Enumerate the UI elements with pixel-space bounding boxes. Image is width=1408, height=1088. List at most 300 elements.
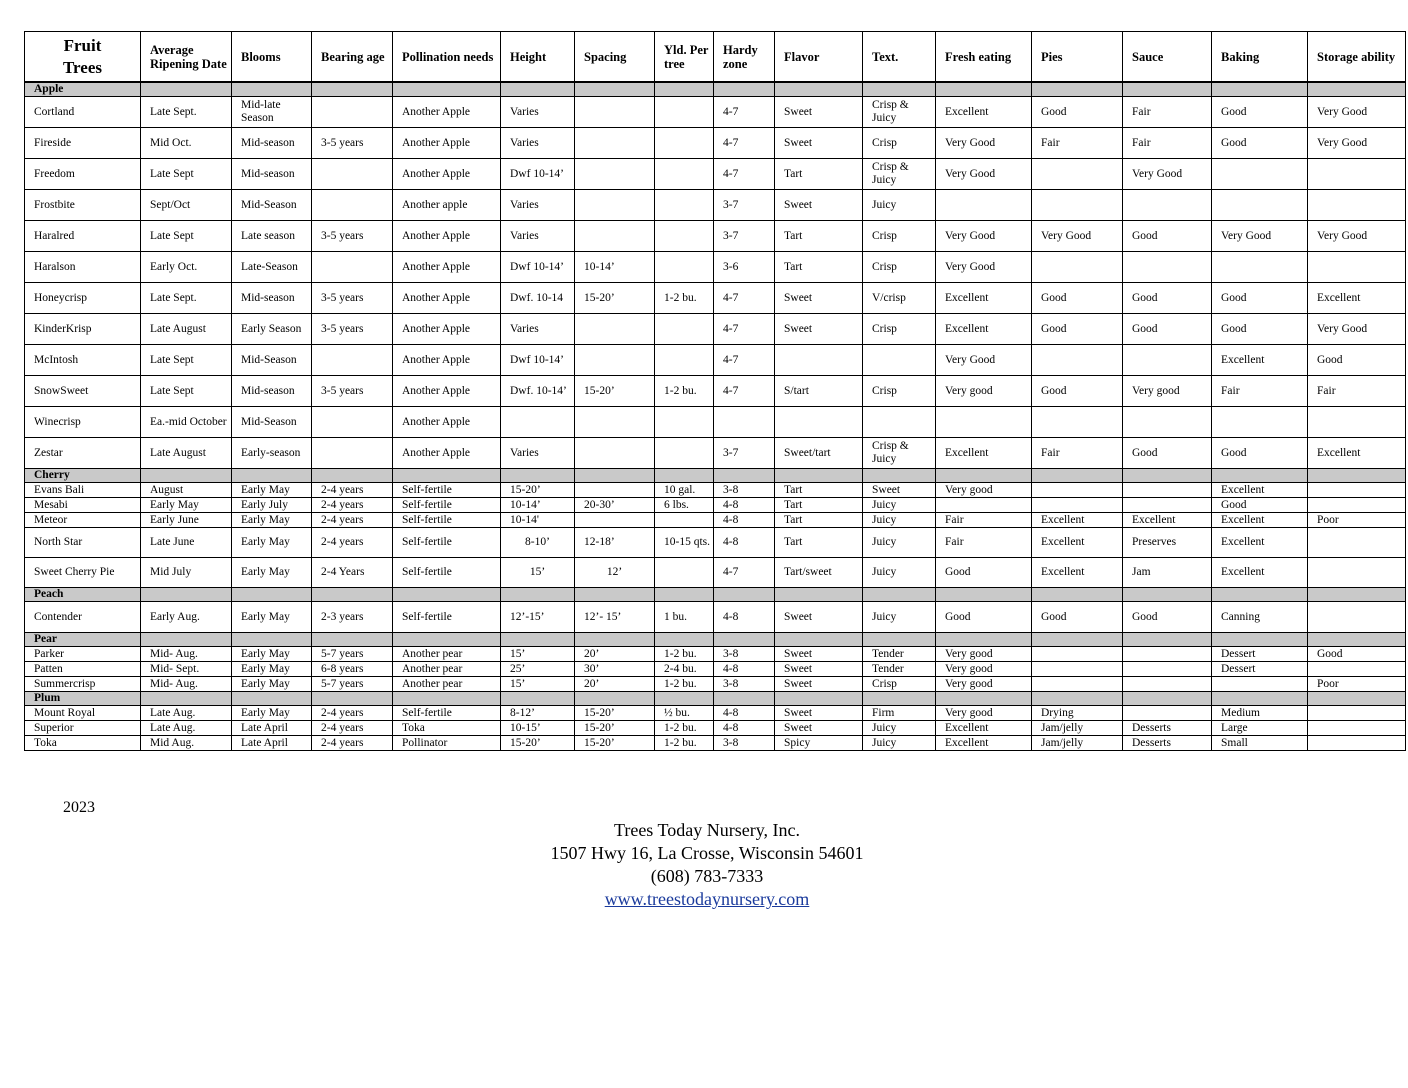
table-cell: Dwf. 10-14’ [501, 376, 575, 407]
table-cell: Varies [501, 190, 575, 221]
table-cell: 12-18’ [575, 528, 655, 558]
table-cell: 10 gal. [655, 483, 714, 498]
table-cell [655, 345, 714, 376]
table-cell: Very Good [1308, 221, 1406, 252]
section-cell [1308, 633, 1406, 647]
table-cell [1123, 252, 1212, 283]
table-cell [575, 438, 655, 469]
variety-name: Parker [25, 647, 141, 662]
section-cell [1308, 469, 1406, 483]
table-cell: 1-2 bu. [655, 677, 714, 692]
table-cell: Late August [141, 314, 232, 345]
table-cell: August [141, 483, 232, 498]
table-row [25, 498, 1406, 513]
table-cell: Excellent [936, 736, 1032, 751]
table-cell: Very good [936, 483, 1032, 498]
variety-name: Sweet Cherry Pie [25, 558, 141, 588]
table-cell: 1-2 bu. [655, 283, 714, 314]
table-cell: Juicy [863, 528, 936, 558]
section-cell [1212, 82, 1308, 97]
table-cell [312, 252, 393, 283]
section-cell [1212, 633, 1308, 647]
table-cell: Excellent [936, 283, 1032, 314]
table-cell: 3-5 years [312, 221, 393, 252]
table-cell: 15-20’ [501, 736, 575, 751]
table-cell [575, 513, 655, 528]
table-cell: Sweet [775, 662, 863, 677]
table-cell: Mid- Sept. [141, 662, 232, 677]
table-cell: Excellent [1032, 558, 1123, 588]
table-cell: Fair [936, 513, 1032, 528]
table-cell: Mid-season [232, 159, 312, 190]
section-cell [936, 82, 1032, 97]
table-cell [1308, 558, 1406, 588]
table-cell [775, 407, 863, 438]
table-cell: Mid-season [232, 376, 312, 407]
table-cell: Late Sept. [141, 97, 232, 128]
column-header: Flavor [775, 32, 863, 83]
table-cell [1032, 407, 1123, 438]
table-cell: Very good [936, 376, 1032, 407]
table-cell [575, 407, 655, 438]
table-cell [1308, 528, 1406, 558]
table-cell: Self-fertile [393, 483, 501, 498]
table-cell: 3-6 [714, 252, 775, 283]
table-cell: 4-7 [714, 97, 775, 128]
table-cell: Dessert [1212, 662, 1308, 677]
section-cell [501, 82, 575, 97]
table-cell: Jam/jelly [1032, 736, 1123, 751]
variety-name: Meteor [25, 513, 141, 528]
table-cell [575, 345, 655, 376]
table-cell: 3-5 years [312, 283, 393, 314]
table-cell: Early Aug. [141, 602, 232, 633]
variety-name: Toka [25, 736, 141, 751]
table-row [25, 283, 1406, 314]
section-cell [936, 633, 1032, 647]
table-cell: 10-14’ [575, 252, 655, 283]
table-cell: Sweet [775, 677, 863, 692]
table-row [25, 190, 1406, 221]
column-header: Bearing age [312, 32, 393, 83]
table-cell: 1-2 bu. [655, 736, 714, 751]
table-cell: Juicy [863, 602, 936, 633]
table-cell: Another Apple [393, 252, 501, 283]
table-row [25, 736, 1406, 751]
table-cell: Good [1212, 314, 1308, 345]
table-cell: Good [1308, 345, 1406, 376]
table-cell: Another Apple [393, 159, 501, 190]
variety-name: Fireside [25, 128, 141, 159]
section-cell [1032, 469, 1123, 483]
table-cell: Good [1032, 97, 1123, 128]
section-label: Cherry [25, 469, 141, 483]
table-cell: Mid-Season [232, 407, 312, 438]
section-cell [775, 633, 863, 647]
table-cell: Early May [232, 558, 312, 588]
table-cell [655, 128, 714, 159]
table-cell: Small [1212, 736, 1308, 751]
section-cell [714, 469, 775, 483]
table-cell [312, 407, 393, 438]
table-cell [1123, 345, 1212, 376]
section-cell [575, 469, 655, 483]
table-cell [655, 159, 714, 190]
table-cell [1123, 483, 1212, 498]
fruit-trees-table [24, 31, 1406, 751]
table-cell: 2-4 years [312, 736, 393, 751]
table-cell: Crisp & Juicy [863, 97, 936, 128]
table-cell: 10-15’ [501, 721, 575, 736]
section-cell [501, 633, 575, 647]
section-cell [863, 633, 936, 647]
table-title [25, 32, 141, 83]
section-cell [393, 588, 501, 602]
table-cell: 4-7 [714, 128, 775, 159]
table-cell [1032, 498, 1123, 513]
section-cell [141, 633, 232, 647]
table-cell: S/tart [775, 376, 863, 407]
table-cell: 15-20’ [575, 283, 655, 314]
section-cell [575, 588, 655, 602]
table-cell: Fair [1212, 376, 1308, 407]
table-cell [1308, 662, 1406, 677]
table-cell: 15-20’ [575, 721, 655, 736]
company-name: Trees Today Nursery, Inc. [613, 820, 801, 840]
table-cell: Very Good [1212, 221, 1308, 252]
table-title-line1: Fruit [63, 35, 102, 55]
table-cell: 15’ [501, 558, 575, 588]
table-cell [655, 513, 714, 528]
table-cell: Tart [775, 528, 863, 558]
table-cell: 15-20’ [575, 706, 655, 721]
section-cell [655, 692, 714, 706]
table-cell: 1 bu. [655, 602, 714, 633]
table-cell: Fair [1032, 438, 1123, 469]
table-cell: Canning [1212, 602, 1308, 633]
table-cell: Good [1032, 602, 1123, 633]
table-cell: Excellent [1212, 513, 1308, 528]
table-cell [312, 190, 393, 221]
website-link[interactable]: www.treestodaynursery.com [604, 889, 810, 909]
table-cell [1308, 407, 1406, 438]
section-cell [775, 82, 863, 97]
table-cell: Sweet [775, 647, 863, 662]
table-cell: 3-8 [714, 647, 775, 662]
table-body [25, 82, 1406, 751]
variety-name: Mount Royal [25, 706, 141, 721]
section-cell [863, 469, 936, 483]
table-row [25, 721, 1406, 736]
table-cell: Very good [936, 662, 1032, 677]
table-cell: Sweet [775, 314, 863, 345]
table-cell [575, 221, 655, 252]
table-cell: 15-20’ [575, 376, 655, 407]
table-row [25, 376, 1406, 407]
table-cell [1308, 498, 1406, 513]
section-row-peach [25, 588, 1406, 602]
table-cell: Good [1123, 602, 1212, 633]
table-cell: 3-5 years [312, 314, 393, 345]
table-cell: Tart [775, 159, 863, 190]
table-cell: Self-fertile [393, 528, 501, 558]
table-cell: Good [1212, 97, 1308, 128]
table-cell [655, 407, 714, 438]
table-cell [655, 438, 714, 469]
table-cell: 12’ [575, 558, 655, 588]
table-cell: Early Oct. [141, 252, 232, 283]
table-cell [1123, 677, 1212, 692]
table-cell: 2-4 bu. [655, 662, 714, 677]
variety-name: Zestar [25, 438, 141, 469]
table-cell: Early May [232, 528, 312, 558]
table-cell: Late April [232, 721, 312, 736]
variety-name: Patten [25, 662, 141, 677]
table-cell: Ea.-mid October [141, 407, 232, 438]
table-cell: Very Good [936, 252, 1032, 283]
table-cell: V/crisp [863, 283, 936, 314]
table-cell: 4-7 [714, 376, 775, 407]
table-cell: Another apple [393, 190, 501, 221]
table-row [25, 128, 1406, 159]
table-cell: Crisp [863, 376, 936, 407]
table-cell: Fair [1123, 97, 1212, 128]
table-cell: Late-Season [232, 252, 312, 283]
table-cell: Late Sept [141, 221, 232, 252]
variety-name: Haralson [25, 252, 141, 283]
table-cell: 15-20’ [575, 736, 655, 751]
table-cell: Fair [1308, 376, 1406, 407]
column-header: Pies [1032, 32, 1123, 83]
section-cell [393, 633, 501, 647]
table-cell: Early May [232, 513, 312, 528]
table-cell: Good [1123, 221, 1212, 252]
section-cell [312, 469, 393, 483]
table-cell: 2-4 years [312, 513, 393, 528]
table-cell: 2-4 Years [312, 558, 393, 588]
table-row [25, 345, 1406, 376]
table-cell [1123, 647, 1212, 662]
table-cell: 10-14’ [501, 498, 575, 513]
table-cell [575, 314, 655, 345]
section-cell [232, 82, 312, 97]
section-cell [714, 633, 775, 647]
table-cell: Excellent [1308, 283, 1406, 314]
table-cell: Varies [501, 128, 575, 159]
table-cell: Very Good [936, 159, 1032, 190]
table-row [25, 438, 1406, 469]
table-cell: 6 lbs. [655, 498, 714, 513]
table-cell: Excellent [1032, 513, 1123, 528]
section-cell [501, 692, 575, 706]
table-row [25, 602, 1406, 633]
section-cell [775, 588, 863, 602]
table-cell [863, 407, 936, 438]
section-cell [575, 82, 655, 97]
table-cell: Another pear [393, 662, 501, 677]
footer-contact [407, 819, 1007, 911]
table-cell: 3-8 [714, 483, 775, 498]
table-row [25, 483, 1406, 498]
table-cell: Excellent [1212, 345, 1308, 376]
table-cell [575, 159, 655, 190]
table-cell: 15’ [501, 677, 575, 692]
section-cell [312, 692, 393, 706]
table-cell: Good [1212, 498, 1308, 513]
table-cell [1032, 159, 1123, 190]
table-cell: 10-14' [501, 513, 575, 528]
section-cell [655, 588, 714, 602]
table-cell: Good [1308, 647, 1406, 662]
table-cell: 4-8 [714, 528, 775, 558]
section-cell [936, 692, 1032, 706]
table-cell: Tart [775, 483, 863, 498]
table-cell: Sweet/tart [775, 438, 863, 469]
table-cell: Good [1212, 283, 1308, 314]
table-cell: Another Apple [393, 407, 501, 438]
table-cell [312, 159, 393, 190]
column-header: Baking [1212, 32, 1308, 83]
table-cell: Mid Aug. [141, 736, 232, 751]
table-cell: Good [1212, 128, 1308, 159]
section-cell [655, 82, 714, 97]
table-cell: Good [1212, 438, 1308, 469]
column-header: Average Ripening Date [141, 32, 232, 83]
table-cell: Early May [232, 662, 312, 677]
table-cell: 4-7 [714, 159, 775, 190]
table-cell: Crisp [863, 677, 936, 692]
footer-year: 2023 [63, 799, 95, 816]
table-cell: Very good [1123, 376, 1212, 407]
section-label: Peach [25, 588, 141, 602]
table-cell: Spicy [775, 736, 863, 751]
table-cell: Tender [863, 647, 936, 662]
table-cell: 4-7 [714, 283, 775, 314]
table-cell [1032, 345, 1123, 376]
section-cell [863, 692, 936, 706]
table-cell: 4-8 [714, 498, 775, 513]
section-cell [393, 469, 501, 483]
table-cell: Very Good [1308, 97, 1406, 128]
table-cell [863, 345, 936, 376]
table-cell: Firm [863, 706, 936, 721]
table-cell: Varies [501, 221, 575, 252]
table-row [25, 159, 1406, 190]
company-phone: (608) 783-7333 [650, 866, 764, 886]
table-cell: Juicy [863, 498, 936, 513]
section-cell [232, 588, 312, 602]
table-cell [1032, 190, 1123, 221]
table-cell [655, 221, 714, 252]
table-cell: Another Apple [393, 345, 501, 376]
table-cell: Excellent [936, 438, 1032, 469]
table-cell: Mid-Season [232, 190, 312, 221]
table-cell: 3-8 [714, 677, 775, 692]
table-cell: Sweet [775, 283, 863, 314]
table-cell: 3-7 [714, 221, 775, 252]
table-row [25, 407, 1406, 438]
section-cell [1212, 692, 1308, 706]
column-header: Sauce [1123, 32, 1212, 83]
table-cell: 5-7 years [312, 677, 393, 692]
table-cell: Tart/sweet [775, 558, 863, 588]
variety-name: Mesabi [25, 498, 141, 513]
table-cell [1212, 677, 1308, 692]
section-cell [863, 82, 936, 97]
table-cell: Mid-late Season [232, 97, 312, 128]
table-cell: Excellent [936, 97, 1032, 128]
section-cell [1032, 633, 1123, 647]
table-cell: Sweet [775, 190, 863, 221]
table-cell: Jam/jelly [1032, 721, 1123, 736]
table-cell: 1-2 bu. [655, 647, 714, 662]
table-cell: 3-7 [714, 438, 775, 469]
table-cell: 2-4 years [312, 483, 393, 498]
column-header: Height [501, 32, 575, 83]
table-cell: 1-2 bu. [655, 721, 714, 736]
table-cell: 5-7 years [312, 647, 393, 662]
section-cell [936, 469, 1032, 483]
table-title-line2: Trees [62, 57, 103, 77]
table-cell: Dwf 10-14’ [501, 345, 575, 376]
table-cell [1212, 190, 1308, 221]
table-cell [1308, 252, 1406, 283]
section-row-cherry [25, 469, 1406, 483]
table-cell: Early July [232, 498, 312, 513]
section-cell [936, 588, 1032, 602]
table-cell: Late June [141, 528, 232, 558]
table-cell: 12’-15’ [501, 602, 575, 633]
table-cell: Crisp [863, 221, 936, 252]
table-cell: 4-8 [714, 662, 775, 677]
variety-name: Frostbite [25, 190, 141, 221]
table-cell: Mid-season [232, 283, 312, 314]
table-cell: Sweet [775, 97, 863, 128]
table-cell [312, 345, 393, 376]
table-cell: Pollinator [393, 736, 501, 751]
table-row [25, 528, 1406, 558]
table-cell: Very good [936, 706, 1032, 721]
table-cell [1032, 252, 1123, 283]
section-cell [312, 633, 393, 647]
table-cell: Good [1032, 283, 1123, 314]
table-cell [1212, 407, 1308, 438]
table-cell: Juicy [863, 721, 936, 736]
table-cell: Late Sept [141, 376, 232, 407]
table-cell [1032, 483, 1123, 498]
table-cell: 4-7 [714, 345, 775, 376]
section-cell [1212, 588, 1308, 602]
table-cell: Fair [936, 528, 1032, 558]
table-cell: Poor [1308, 513, 1406, 528]
table-cell: Excellent [1123, 513, 1212, 528]
table-cell: 8-12’ [501, 706, 575, 721]
table-cell: Another Apple [393, 221, 501, 252]
table-cell: Juicy [863, 190, 936, 221]
table-cell: Good [1123, 438, 1212, 469]
table-cell [312, 97, 393, 128]
table-cell: Excellent [936, 314, 1032, 345]
table-cell [655, 190, 714, 221]
section-cell [775, 469, 863, 483]
table-cell: Juicy [863, 513, 936, 528]
section-cell [714, 588, 775, 602]
section-cell [863, 588, 936, 602]
table-cell [1032, 647, 1123, 662]
table-cell: Early June [141, 513, 232, 528]
table-cell [1212, 159, 1308, 190]
table-cell [936, 498, 1032, 513]
